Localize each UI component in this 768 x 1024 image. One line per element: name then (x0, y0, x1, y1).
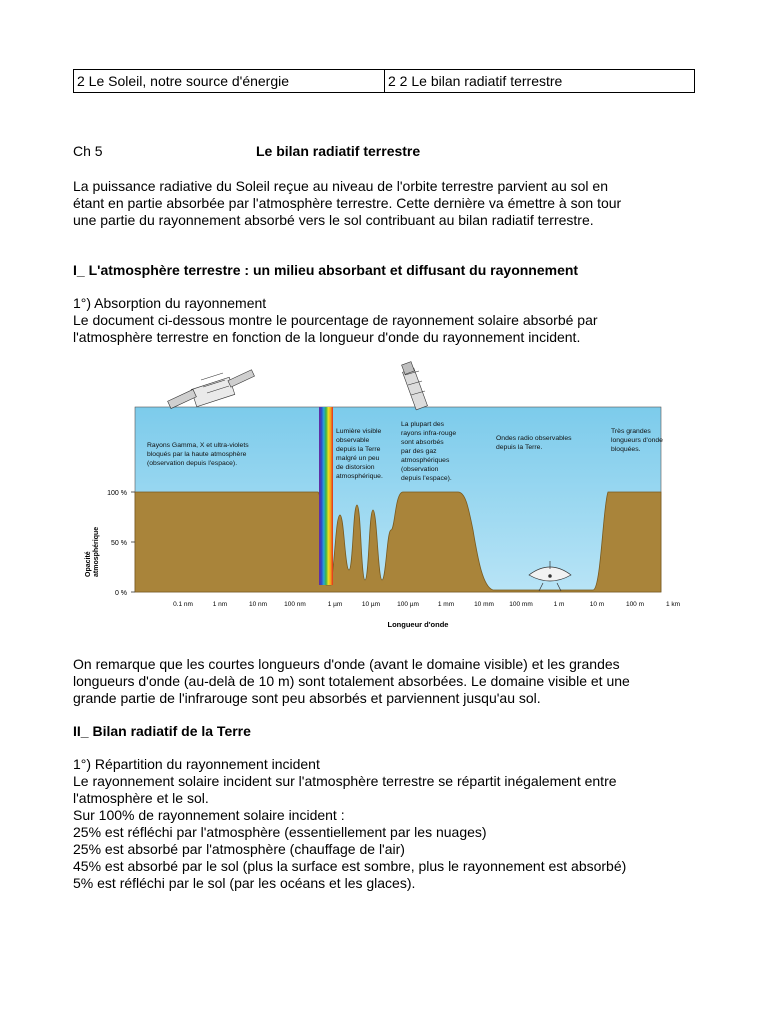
intro-line: La puissance radiative du Soleil reçue au niveau de l'orbite terrestre parvient au sol en (73, 178, 608, 194)
section2-line: Sur 100% de rayonnement solaire incident : (73, 807, 345, 823)
annotation-infrared: (observation (401, 466, 439, 473)
annotation-infrared: atmosphériques (401, 457, 450, 464)
x-tick-label: 10 nm (248, 601, 268, 608)
section2-subheading: 1°) Répartition du rayonnement incident (73, 756, 320, 772)
x-tick-labels (173, 601, 680, 608)
annotation-infrared: La plupart des (401, 421, 445, 428)
x-tick-label: 1 m (553, 601, 565, 608)
satellite-icon (168, 370, 255, 409)
section1-heading: I_ L'atmosphère terrestre : un milieu absorbant et diffusant du rayonnement (73, 262, 579, 278)
annotation-infrared: sont absorbés (401, 439, 444, 446)
visible-spectrum-band (319, 407, 333, 585)
x-tick-label: 1 km (665, 601, 681, 608)
atmospheric-opacity-figure (73, 355, 695, 635)
annotation-gamma: (observation depuis l'espace). (147, 460, 238, 467)
annotation-long-waves: longueurs d'onde (611, 437, 663, 444)
x-tick-label: 100 µm (397, 601, 419, 608)
chapter-number: Ch 5 (73, 143, 103, 159)
x-tick-label: 1 nm (212, 601, 228, 608)
paragraph-line: On remarque que les courtes longueurs d'onde (avant le domaine visible) et les grandes (73, 656, 620, 672)
x-tick-label: 1 µm (327, 601, 343, 608)
section2-line: 45% est absorbé par le sol (plus la surface est sombre, plus le rayonnement est absorbé) (73, 858, 627, 874)
section1-line: l'atmosphère terrestre en fonction de la longueur d'onde du rayonnement incident. (73, 329, 581, 345)
header-cell-chapter: 2 Le Soleil, notre source d'énergie (74, 70, 385, 93)
x-tick-label: 10 mm (474, 601, 494, 608)
section2-line: 25% est réfléchi par l'atmosphère (essentiellement par les nuages) (73, 824, 487, 840)
y-tick-label: 0 % (114, 590, 127, 597)
section2-line: Le rayonnement solaire incident sur l'atmosphère terrestre se répartit inégalement entre (73, 773, 617, 789)
intro-line: étant en partie absorbée par l'atmosphère terrestre. Cette dernière va émettre à son tour (73, 195, 622, 211)
annotation-infrared: rayons infra-rouge (401, 430, 457, 437)
paragraph-line: grande partie de l'infrarouge sont peu absorbés et parviennent jusqu'au sol. (73, 690, 541, 706)
section2-line: 5% est réfléchi par le sol (par les océans et les glaces). (73, 875, 416, 891)
x-axis-label: Longueur d'onde (387, 620, 449, 629)
x-tick-label: 100 m (625, 601, 645, 608)
header-cell-section: 2 2 Le bilan radiatif terrestre (385, 70, 695, 93)
section1-subheading: 1°) Absorption du rayonnement (73, 295, 267, 311)
x-tick-label: 1 mm (437, 601, 455, 608)
annotation-visible: atmosphérique. (336, 473, 383, 480)
x-tick-label: 10 m (589, 601, 605, 608)
y-tick-label: 100 % (107, 490, 127, 497)
intro-line: une partie du rayonnement absorbé vers le sol contribuant au bilan radiatif terrestre. (73, 212, 594, 228)
telescope-icon (402, 362, 428, 410)
annotation-radio: depuis la Terre. (496, 444, 543, 451)
annotation-visible: depuis la Terre (336, 446, 381, 453)
x-tick-label: 100 mm (509, 601, 533, 608)
annotation-infrared: par des gaz (401, 448, 437, 455)
section2-line: l'atmosphère et le sol. (73, 790, 209, 806)
section1-line: Le document ci-dessous montre le pourcentage de rayonnement solaire absorbé par (73, 312, 598, 328)
paragraph-line: longueurs d'onde (au-delà de 10 m) sont totalement absorbées. Le domaine visible et une (73, 673, 630, 689)
y-tick-label: 50 % (111, 540, 127, 547)
header-table (73, 69, 695, 93)
y-axis-label: atmosphérique (93, 526, 100, 577)
annotation-long-waves: Très grandes (611, 428, 651, 435)
annotation-visible: de distorsion (336, 464, 375, 471)
chapter-title: Le bilan radiatif terrestre (256, 143, 421, 159)
annotation-infrared: depuis l'espace). (401, 475, 452, 482)
x-tick-label: 100 nm (284, 601, 306, 608)
annotation-gamma: Rayons Gamma, X et ultra-violets (147, 442, 249, 449)
annotation-radio: Ondes radio observables (496, 435, 572, 442)
x-tick-label: 10 µm (361, 601, 381, 608)
annotation-visible: malgré un peu (336, 455, 380, 462)
x-tick-label: 0.1 nm (173, 601, 193, 608)
section2-heading: II_ Bilan radiatif de la Terre (73, 723, 251, 739)
annotation-gamma: bloqués par la haute atmosphère (147, 451, 247, 458)
section2-line: 25% est absorbé par l'atmosphère (chauffage de l'air) (73, 841, 405, 857)
annotation-visible: observable (336, 437, 370, 444)
annotation-long-waves: bloquées. (611, 446, 641, 453)
annotation-visible: Lumière visible (336, 428, 382, 435)
y-axis-label: Opacité (85, 551, 92, 577)
